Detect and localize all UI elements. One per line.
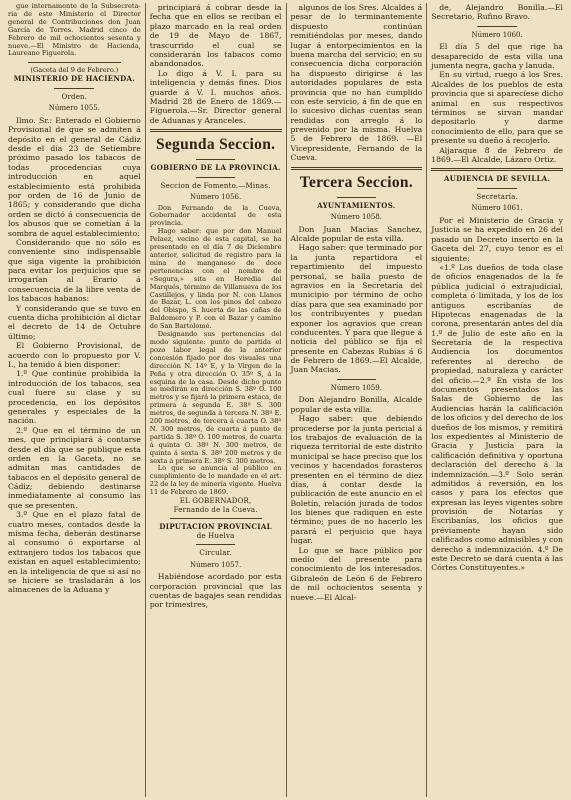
column-3 <box>286 3 427 797</box>
notice-number: Número 1061. <box>471 204 523 213</box>
divider <box>337 379 377 380</box>
ministry-heading: MINISTERIO DE HACIENDA. <box>13 74 135 84</box>
paragraph: En su virtud, ruego á los Sres. Alcaldes de los pueblos de esta provincia que si aparecíese dicho animal en sus respectivos términos se sirvan mandar depositarlo y darme conocimiento de ello, para que se presente su dueño á recojerlo. <box>431 70 563 146</box>
subsection-heading: AUDIENCIA DE SEVILLA. <box>443 174 551 184</box>
subsection-subheading: Secretaría. <box>476 192 518 201</box>
text-block: gue internamente de la Subsecreta-ria de este Ministerio el Director general de Contribuciones don Juan García de Torres. Madrid cinco de Febrero de mil ochocientos sesenta y nueve.—El Ministro de Hacienda, Laureano Figuerola. <box>8 3 141 58</box>
paragraph: Y considerando que se tuvo en cuenta dicha prohibición al dictar el decreto de 14 de Octubre último; <box>8 303 141 341</box>
paragraph: Ilmo. Sr.: Enterado el Gobierno Provisional de que se admiten á depósito en el general de Cádiz desde el día 23 de Setiembre próximo pasado los tabacos de todas procedencias cuya introducción en aquel establecimiento está prohibida por orden de 16 de Junio de 1865; y considerando que dicha orden se dictó á consecuencia de los abusos que se cometían á la sombra de aquel establecimiento: <box>8 115 141 238</box>
paragraph: Don Juan Macias Sanchez, Alcalde popular de esta villa. <box>290 224 423 243</box>
divider <box>477 26 517 27</box>
divider <box>196 544 236 545</box>
paragraph: Hago saber: que por don Manuel Pelaez, vecino de esta capital, se ha presentado en el día 7 de Diciembre anterior, solicitud de registro para la mina de manganeso de doce pertenencias con el nombre de «Segura,» sita en Heredia del Marqués, término de Villanueva de los Castillejos, y linda por N. con Llanos de Bazar, L. con los pinos del cabezo del Obispo, S. huerta de las cañas de Baldomero y P. con el Bazar y camino de San Bartolomé. <box>149 227 282 331</box>
divider <box>477 188 517 189</box>
paragraph: «1.º Los dueños de toda clase de oficios enagenados de la fe pública judicial ó extrajudicial, completa ó limitada, y los de los antiguos escribanías de Hipotecas enagenadas de la corona, presentarán antes del día 1.º de Julio de este año en la Secretaría de la respectiva Audiencia los documentos referentes al derecho de propiedad, naturaleza y carácter del oficio.—2.º En vista de los documentos presentados las Salas de Gobierno de las Audiencias harán la calificación de los oficios y del derecho de los dueños de los mismos, y remitirá los expedientes al Ministerio de Gracia y Justicia para la calificación definitiva y oportuna declaración del derecho á la indemnización.—3.º Solo serán admitidos á reversión, en los casos y para los efectos que expresan las leyes vigentes sobre provisión de Notarías y Escribanías, los oficios que préviamente hayan sido calificados como admisibles y con derecho á indemnización. 4.º De este Decreto se dará cuenta á las Córtes Constituyentes.» <box>431 262 563 573</box>
paragraph: Aljaraque 8 de Febrero de 1869.—El Alcalde, Lázaro Ortiz. <box>431 145 563 164</box>
column-1 <box>4 3 145 797</box>
paragraph: de, Alejandro Bonilla.—El Secretario, Rufino Bravo. <box>431 3 563 22</box>
signer-name: Fernando de la Cueva. <box>173 505 258 514</box>
paragraph: 2.º Que en el término de un mes, que principiará á contarse desde el día que se publique esta orden en la Gaceta, no se admitan mas cantidades de tabacos en el depósito general de Cádiz; debiendo destinarse inmediatamente al consumo las que se presenten. <box>8 425 141 510</box>
paragraph: Por el Ministerio de Gracia y Justicia se ha expedido en 26 del pasado un Decreto inserto en la Gaceta del 27, cuyo tenor es el siguiente: <box>431 215 563 263</box>
paragraph: Hago saber: que debiendo procederse por la junta pericial á los trabajos de evaluación de la riqueza territorial de este distrito municipal se hace preciso que los vecinos y hacendados forasteros presenten en el término de diez días, á contar desde la publicación de este anuncio en el Boletín, relación jurada de todos los bienes que radiquen en este término; pues de no hacerlo les parará el perjuicio que haya lugar. <box>290 414 423 546</box>
gazette-date: (Gaceta del 9 de Febrero.) <box>30 66 119 75</box>
paragraph: Designando sus pertenencias del modo siguiente: punto de partida el pozo labor legal de la anterior concesión fijado por dos visuales una dirección N. 14º E, y la Virgen de la Peña y otra dirección O. 35º S, á la esquina de la casa. Desde dicho punto se medirán en dirección S. 38º O. 100 metros y se fijará la primera estaca, de primera á segunda E. 38º S. 300 metros, de segunda á tercera N. 38º E. 200 metros, de tercera á cuarta O. 38º N. 300 metros, de cuarta á punto de partida S. 38º O. 100 metros, de cuarta á quinta O. 38º N. 300 metros, de quinta á sexta S. 38º 200 metros y de sexta á primera E. 38º S. 300 metros. <box>149 330 282 465</box>
section-divider <box>291 167 423 170</box>
notice-number: Número 1055. <box>48 104 100 113</box>
paragraph: principiará á cobrar desde la fecha que en ellos se reciban el plazo marcado en la real orden de 19 de Mayo de 1867, trascurrido el cual se considerarán los tabacos como abandonados. <box>149 3 282 69</box>
subsection-heading: GOBIERNO DE LA PROVINCIA. <box>150 162 281 172</box>
paragraph: Considerando que no sólo es conveniente sino indispensable que siga vigente la prohibición para evitar los perjuicios que se irrogarían al Erario á consecuencia de la libre venta de los tabacos habanos: <box>8 237 141 304</box>
divider <box>54 88 94 89</box>
section-divider <box>150 129 282 132</box>
divider <box>196 159 236 160</box>
paragraph: El día 5 del que rige ha desaparecido de esta villa una jumenta negra, gacha y lanuda. <box>431 42 563 71</box>
paragraph: Lo digo á V. I. para su inteligencia y demás fines. Dios guarde á V. I. muchos años. Madrid 28 de Enero de 1869.—Figuerola.—Sr. Director general de Aduanas y Aranceles. <box>149 68 282 125</box>
paragraph: 1.º Que continúe prohibida la introducción de los tabacos, sea cual fuere su clase y su procedencia, en los depósitos generales y especiales de la nación. <box>8 369 141 426</box>
paragraph: Habiéndose acordado por esta corporación provincial que las cuentas de bagajes sean rendidas por trimestres, <box>149 572 282 610</box>
notice-number: Número 1058. <box>330 213 382 222</box>
subsection-heading: DIPUTACION PROVINCIAL <box>159 522 272 532</box>
paragraph: El Gobierno Provisional, de acuerdo con lo propuesto por V. I., ha tenido á bien disponer: <box>8 341 141 369</box>
subsection-subheading: Seccion de Fomento.—Minas. <box>160 181 271 190</box>
circular-heading: Circular. <box>199 549 232 558</box>
notice-number: Número 1060. <box>471 30 523 39</box>
subsection-subheading: de Huelva <box>196 531 235 540</box>
paragraph: Lo que se anuncia al público en cumplimiento de lo mandado en el art. 22 de la ley de minería vigente. Huelva 11 de Febrero de 1869. <box>149 464 282 497</box>
section-divider <box>431 168 563 171</box>
notice-number: Número 1059. <box>330 383 382 392</box>
column-4 <box>426 3 567 797</box>
divider <box>28 62 121 63</box>
paragraph: algunos de los Sres. Alcaldes á pesar de lo terminantemente dispuesto continúan remitiéndolas por meses, dando lugar á entorpecimientos en la buena marcha del servicio; en su consecuencia dicha corporación ha dispuesto dirigirse á las autoridades populares de esta provincia que no han cumplido con este servicio, á fin de que en lo sucesivo dichas cuentas sean rendidas con arreglo á lo prevenido por la misma. Huelva 5 de Febrero de 1869. —El Vicepresidente, Fernando de la Cueva. <box>290 3 423 163</box>
notice-number: Número 1057. <box>190 560 242 569</box>
paragraph: Lo que se hace público por medio del presente para conocimiento de los interesados. Gibraleón de León 6 de Febrero de mil ochocientos sesenta y nueve.—El Alcal- <box>290 545 423 602</box>
signer-title: EL GOBERNADOR, <box>179 497 252 506</box>
order-heading: Orden. <box>61 92 88 101</box>
paragraph: 3.º Que en el plazo fatal de cuatro meses, contados desde la misma fecha, deberán destinarse al consumo ó exportarse al extranjero todos los tabacos que existan en aquel establecimiento; en la inteligencia de que si así no se hiciere se trasladarán á los almacenes de la Aduana y <box>8 510 141 595</box>
section-heading: Segunda Seccion. <box>155 136 276 154</box>
columns <box>4 3 567 797</box>
paragraph: Don Alejandro Bonilla, Alcalde popular de esta villa. <box>290 395 423 414</box>
divider <box>337 197 377 198</box>
notice-number: Número 1056. <box>190 193 242 202</box>
paragraph: Hago saber: que terminado por la junta repartidora el repartimiento del impuesto personal, se halla puesto de agravios en la Secretaría del municipio por término de ocho días para que sea examinado por los contribuyentes y puedan exponer los agravios que crean conducentes. Y para que llegue á noticia del público se fija el presente en Cabezas Rubias á 6 de Febrero de 1869.—El Alcalde, Juan Macias. <box>290 243 423 375</box>
subsection-heading: AYUNTAMIENTOS. <box>317 200 396 210</box>
paragraph: Don Fernando de la Cueva, Gobernador accidental de esta provincia. <box>149 203 282 228</box>
section-heading: Tercera Seccion. <box>299 173 414 191</box>
column-2 <box>145 3 286 797</box>
divider <box>196 177 236 178</box>
divider <box>170 518 262 519</box>
